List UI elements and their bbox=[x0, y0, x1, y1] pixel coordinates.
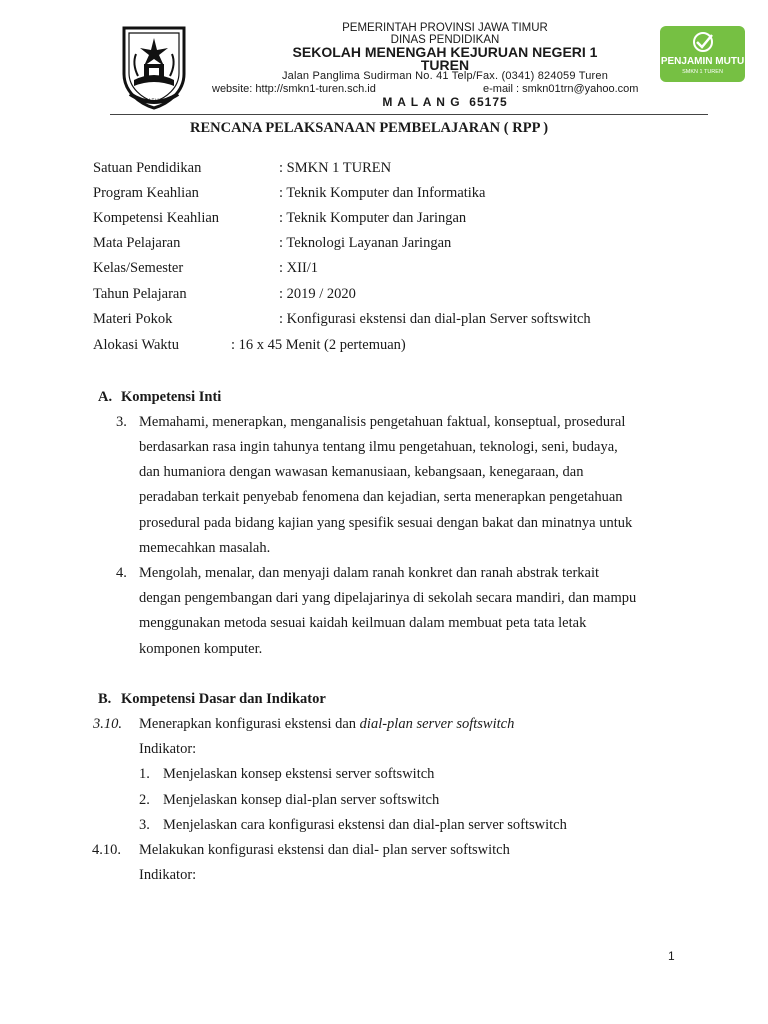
identity-label: Tahun Pelajaran bbox=[93, 286, 187, 302]
kd-text bbox=[139, 717, 514, 732]
list-number: 3. bbox=[116, 414, 127, 430]
kd-text: Melakukan konfigurasi ekstensi dan dial- plan server softswitch bbox=[139, 842, 510, 858]
paragraph-line: berdasarkan rasa ingin tahunya tentang ilmu pengetahuan, teknologi, seni, budaya, bbox=[139, 439, 618, 455]
identity-value: : Teknologi Layanan Jaringan bbox=[279, 235, 452, 251]
indicator-text: Menjelaskan konsep dial-plan server softswitch bbox=[163, 792, 440, 808]
identity-label: Kelas/Semester bbox=[93, 260, 184, 276]
section-marker: B. bbox=[98, 691, 112, 707]
indicator-text: Menjelaskan cara konfigurasi ekstensi dan dial-plan server softswitch bbox=[163, 817, 567, 833]
indicator-text: Menjelaskan konsep ekstensi server softswitch bbox=[163, 766, 435, 782]
identity-label: Program Keahlian bbox=[93, 185, 199, 201]
letterhead-province: PEMERINTAH PROVINSI JAWA TIMUR bbox=[342, 22, 548, 34]
quality-badge bbox=[660, 26, 745, 82]
kd-text-plain: Menerapkan konfigurasi ekstensi dan bbox=[139, 716, 360, 732]
paragraph-line: komponen komputer. bbox=[139, 641, 263, 657]
section-heading: Kompetensi Dasar dan Indikator bbox=[121, 691, 326, 707]
letterhead-website: website: http://smkn1-turen.sch.id bbox=[212, 83, 376, 95]
paragraph-line: peradaban terkait penyebab fenomena dan kejadian, serta menerapkan pengetahuan bbox=[139, 489, 623, 505]
letterhead-divider bbox=[110, 114, 708, 115]
identity-label: Alokasi Waktu bbox=[93, 337, 179, 353]
indicator-number: 3. bbox=[139, 817, 150, 833]
letterhead-city: M A L A N G 65175 bbox=[382, 95, 508, 109]
letterhead-email: e-mail : smkn01trn@yahoo.com bbox=[483, 83, 639, 95]
letterhead-school-name-2: TUREN bbox=[420, 57, 470, 73]
identity-value: : Teknik Komputer dan Jaringan bbox=[279, 210, 467, 226]
letterhead-agency: DINAS PENDIDIKAN bbox=[390, 34, 500, 46]
paragraph-line: Memahami, menerapkan, menganalisis pengetahuan faktual, konseptual, prosedural bbox=[139, 414, 626, 430]
kd-text-italic: dial-plan server softswitch bbox=[359, 716, 515, 732]
identity-label: Satuan Pendidikan bbox=[93, 160, 202, 176]
identity-label: Mata Pelajaran bbox=[93, 235, 181, 251]
section-heading: Kompetensi Inti bbox=[121, 389, 222, 405]
indicator-number: 1. bbox=[139, 766, 150, 782]
identity-label: Materi Pokok bbox=[93, 311, 173, 327]
page-number: 1 bbox=[668, 949, 675, 963]
letterhead-address: Jalan Panglima Sudirman No. 41 Telp/Fax. (0341) 824059 Turen bbox=[281, 70, 609, 82]
identity-value: : 2019 / 2020 bbox=[279, 286, 356, 302]
indicator-number: 2. bbox=[139, 792, 150, 808]
kd-number: 3.10. bbox=[93, 716, 122, 732]
list-number: 4. bbox=[116, 565, 127, 581]
identity-label: Kompetensi Keahlian bbox=[93, 210, 220, 226]
letterhead-school-name: SEKOLAH MENENGAH KEJURUAN NEGERI 1 bbox=[292, 44, 598, 60]
check-shield-icon bbox=[690, 31, 716, 53]
paragraph-line: memecahkan masalah. bbox=[139, 540, 271, 556]
emblem-motto: JATIM bbox=[146, 98, 162, 103]
indicator-label: Indikator: bbox=[139, 741, 197, 757]
kd-number: 4.10. bbox=[92, 842, 121, 858]
identity-value: : SMKN 1 TUREN bbox=[279, 160, 392, 176]
indicator-label: Indikator: bbox=[139, 867, 197, 883]
section-marker: A. bbox=[98, 389, 113, 405]
paragraph-line: dengan pengembangan dari yang dipelajarinya di sekolah secara mandiri, dan mampu bbox=[139, 590, 637, 606]
quality-badge-subtitle: SMKN 1 TUREN bbox=[682, 69, 723, 75]
identity-value: : XII/1 bbox=[279, 260, 319, 276]
document-title: RENCANA PELAKSANAAN PEMBELAJARAN ( RPP ) bbox=[190, 120, 549, 136]
quality-badge-title: PENJAMIN MUTU bbox=[660, 56, 745, 67]
paragraph-line: dan humaniora dengan wawasan kemanusiaan, kebangsaan, kenegaraan, dan bbox=[139, 464, 584, 480]
paragraph-line: menggunakan metoda sesuai kaidah keilmuan dalam membuat peta tata letak bbox=[139, 615, 587, 631]
identity-value: : Konfigurasi ekstensi dan dial-plan Server softswitch bbox=[279, 311, 591, 327]
identity-value: : Teknik Komputer dan Informatika bbox=[279, 185, 486, 201]
paragraph-line: prosedural pada bidang kajian yang spesifik sesuai dengan bakat dan minatnya untuk bbox=[139, 515, 633, 531]
identity-value: : 16 x 45 Menit (2 pertemuan) bbox=[231, 337, 406, 353]
paragraph-line: Mengolah, menalar, dan menyaji dalam ranah konkret dan ranah abstrak terkait bbox=[139, 565, 600, 581]
